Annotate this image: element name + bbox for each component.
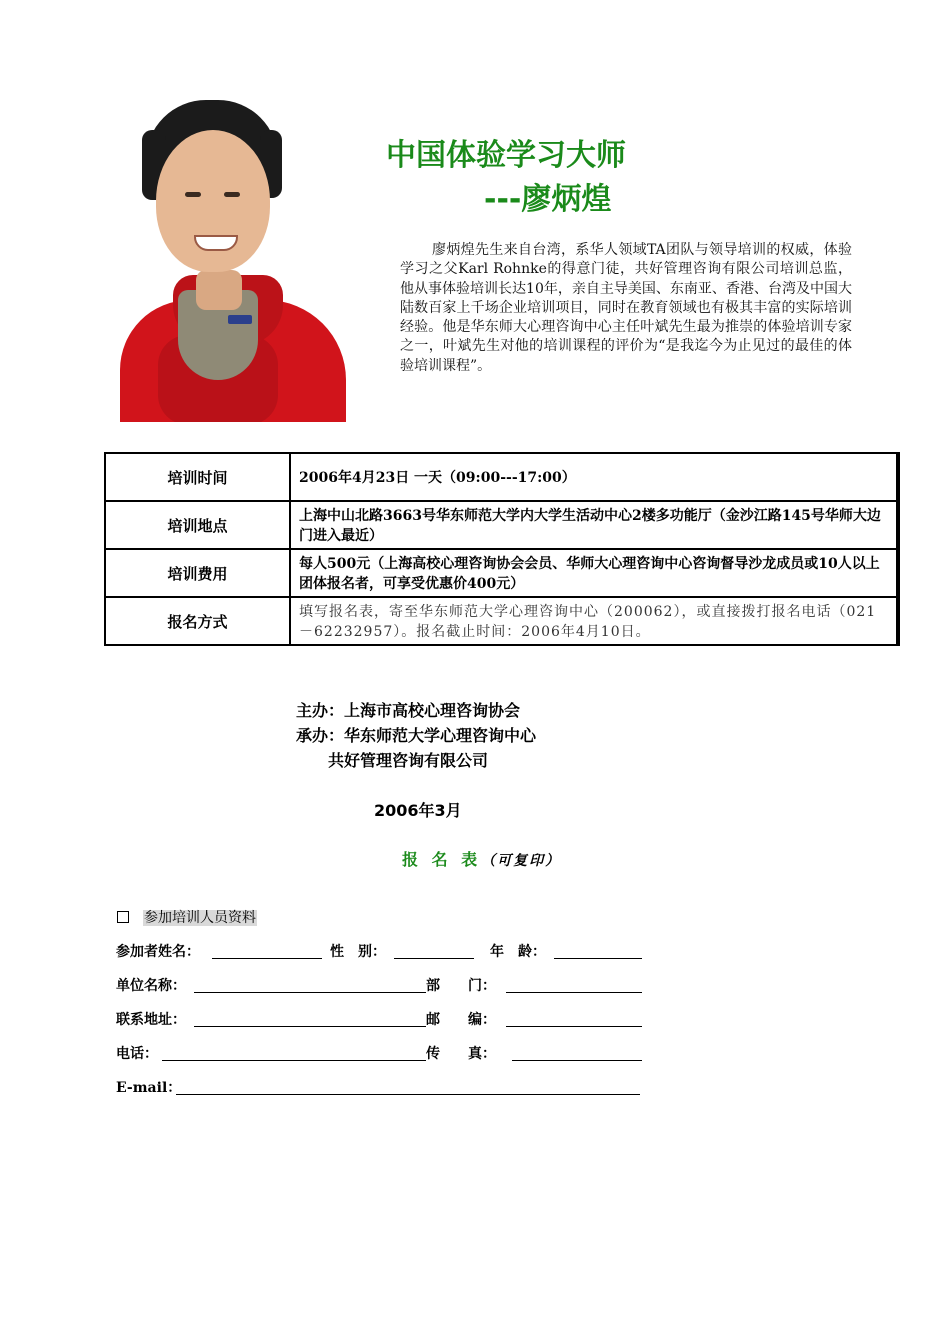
gender-label: 性 别：	[330, 944, 386, 960]
section-heading	[117, 907, 257, 927]
row-label: 培训时间	[105, 453, 290, 501]
table-row	[105, 597, 898, 645]
department-label: 部 门：	[426, 978, 496, 994]
gender-field[interactable]	[394, 958, 474, 959]
row-value: 上海中山北路3663号华东师范大学内大学生活动中心2楼多功能厅（金沙江路145号华师大边门进入最近）	[290, 501, 898, 549]
form-row-address	[116, 1009, 646, 1029]
department-field[interactable]	[506, 992, 642, 993]
row-label: 培训地点	[105, 501, 290, 549]
age-field[interactable]	[554, 958, 642, 959]
row-value: 填写报名表，寄至华东师范大学心理咨询中心（200062），或直接拨打报名电话（021－62232957）。报名截止时间：2006年4月10日。	[290, 597, 898, 645]
checkbox-icon[interactable]	[117, 911, 129, 923]
organizer-block	[296, 698, 536, 773]
table-row	[105, 453, 898, 501]
portrait-photo	[118, 100, 348, 422]
row-label: 报名方式	[105, 597, 290, 645]
phone-label: 电话：	[116, 1046, 158, 1062]
email-label: E-mail：	[116, 1080, 182, 1096]
address-field[interactable]	[194, 1026, 426, 1027]
row-value: 2006年4月23日 一天（09:00---17:00）	[290, 453, 898, 501]
name-label: 参加者姓名：	[116, 944, 200, 960]
issue-date: 2006年3月	[374, 801, 462, 820]
form-subtitle: （可复印）	[481, 853, 562, 869]
form-title-text: 报 名 表	[402, 850, 482, 869]
table-row	[105, 549, 898, 597]
fax-label: 传 真：	[426, 1046, 496, 1062]
fax-field[interactable]	[512, 1060, 642, 1061]
form-row-name	[116, 941, 646, 961]
address-label: 联系地址：	[116, 1012, 186, 1028]
training-info-table	[104, 452, 900, 646]
co-host-line: 承办：华东师范大学心理咨询中心	[296, 726, 537, 745]
form-row-company	[116, 975, 646, 995]
email-field[interactable]	[176, 1094, 640, 1095]
postcode-field[interactable]	[506, 1026, 642, 1027]
form-row-email	[116, 1077, 646, 1097]
name-field[interactable]	[212, 958, 322, 959]
page-title: 中国体验学习大师	[386, 138, 626, 173]
bio-paragraph: 廖炳煌先生来自台湾，系华人领域TA团队与领导培训的权威，体验学习之父Karl Rohnke的得意门徒，共好管理咨询有限公司培训总监，他从事体验培训长达10年，亲自主导美国、东南亚、香港、台湾及中国大陆数百家上千场企业培训项目，同时在教育领域也有极其丰富的实际培训经验。他是华东师大心理咨询中心主任叶斌先生最为推崇的体验培训专家之一，叶斌先生对他的培训课程的评价为“是我迄今为止见过的最佳的体验培训课程”。	[400, 242, 852, 374]
table-row	[105, 501, 898, 549]
section-heading-text: 参加培训人员资料	[144, 910, 256, 926]
co-host-line-2: 共好管理咨询有限公司	[328, 751, 489, 770]
page-subtitle: ---廖炳煌	[484, 182, 612, 217]
company-field[interactable]	[194, 992, 426, 993]
row-label: 培训费用	[105, 549, 290, 597]
form-title	[402, 847, 561, 870]
phone-field[interactable]	[162, 1060, 426, 1061]
age-label: 年 龄：	[490, 944, 546, 960]
host-line: 主办：上海市高校心理咨询协会	[296, 701, 521, 720]
form-row-phone	[116, 1043, 646, 1063]
row-value: 每人500元（上海高校心理咨询协会会员、华师大心理咨询中心咨询督导沙龙成员或10人以上团体报名者，可享受优惠价400元）	[290, 549, 898, 597]
company-label: 单位名称：	[116, 978, 186, 994]
postcode-label: 邮 编：	[426, 1012, 496, 1028]
